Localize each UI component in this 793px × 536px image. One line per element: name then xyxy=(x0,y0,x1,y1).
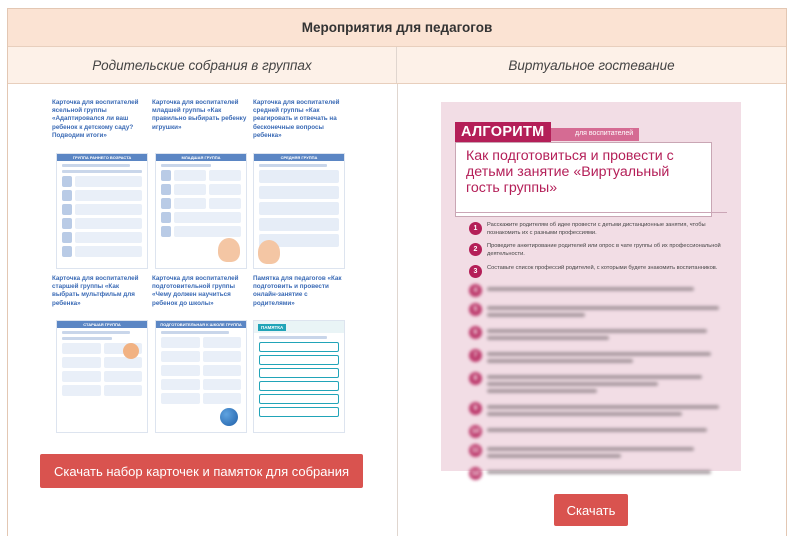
algorithm-step: 1 Расскажите родителям об идее провести с детьми дистанционные занятия, чтобы познакомить их с разными профессиями. xyxy=(469,222,731,237)
card-title-preparatory: Карточка для воспитателей подготовительной группы «Чему должен научиться ребенок до школы» xyxy=(152,275,239,307)
download-button[interactable]: Скачать xyxy=(554,494,628,526)
card-thumbnail-senior[interactable] xyxy=(56,320,148,433)
algorithm-step: 3 Составьте список профессий родителей, с которыми будете знакомить воспитанников. xyxy=(469,265,731,278)
algorithm-audience: для воспитателей xyxy=(545,128,639,141)
algorithm-preview[interactable] xyxy=(441,102,741,477)
child-illustration xyxy=(123,343,139,359)
card-thumbnail-preparatory[interactable] xyxy=(155,320,247,433)
thumb-header: МЛАДШАЯ ГРУППА xyxy=(156,154,246,161)
card-title-middle: Карточка для воспитателей средней группы «Как реагировать и отвечать на бесконечные вопросы ребенка» xyxy=(253,99,340,139)
column-header-virtual-visit: Виртуальное гостевание xyxy=(508,57,675,73)
algorithm-steps-blurred: 4 5 6 7 8 9 10 11 12 xyxy=(469,284,731,480)
card-thumbnail-nursery[interactable] xyxy=(56,153,148,269)
thumb-header: СРЕДНЯЯ ГРУППА xyxy=(254,154,344,161)
card-title-memo: Памятка для педагогов «Как подготовить и провести онлайн-занятие с родителями» xyxy=(253,275,342,307)
thumb-header: ГРУППА РАННЕГО ВОЗРАСТА xyxy=(57,154,147,161)
thumb-header: ПОДГОТОВИТЕЛЬНАЯ К ШКОЛЕ ГРУППА xyxy=(156,321,246,328)
algorithm-title: Как подготовиться и провести с детьми занятие «Виртуальный гость группы» xyxy=(455,142,712,217)
download-cards-button[interactable]: Скачать набор карточек и памяток для собрания xyxy=(40,454,363,488)
card-thumbnail-junior[interactable] xyxy=(155,153,247,269)
card-thumbnail-middle[interactable] xyxy=(253,153,345,269)
child-illustration xyxy=(258,240,280,264)
memo-tag: ПАМЯТКА xyxy=(258,324,286,331)
card-title-nursery: Карточка для воспитателей ясельной группы «Адаптировался ли ваш ребенок к детскому саду? Подводим итоги» xyxy=(52,99,139,139)
column-divider xyxy=(397,84,398,536)
algorithm-steps xyxy=(469,222,731,486)
thumb-header: СТАРШАЯ ГРУППА xyxy=(57,321,147,328)
card-title-junior: Карточка для воспитателей младшей группы «Как правильно выбирать ребенку игрушки» xyxy=(152,99,247,131)
algorithm-tag: АЛГОРИТМ xyxy=(455,122,551,142)
algorithm-step: 2 Проведите анкетирование родителей или опрос в чате группы об их профессиональной деятельности. xyxy=(469,243,731,258)
column-headers xyxy=(8,47,786,84)
card-title-senior: Карточка для воспитателей старшей группы «Как выбрать мультфильм для ребенка» xyxy=(52,275,139,307)
card-thumbnail-memo[interactable] xyxy=(253,320,345,433)
table-title: Мероприятия для педагогов xyxy=(8,9,786,47)
globe-icon xyxy=(220,408,238,426)
child-illustration xyxy=(218,238,240,262)
column-header-parent-meetings: Родительские собрания в группах xyxy=(8,47,397,83)
